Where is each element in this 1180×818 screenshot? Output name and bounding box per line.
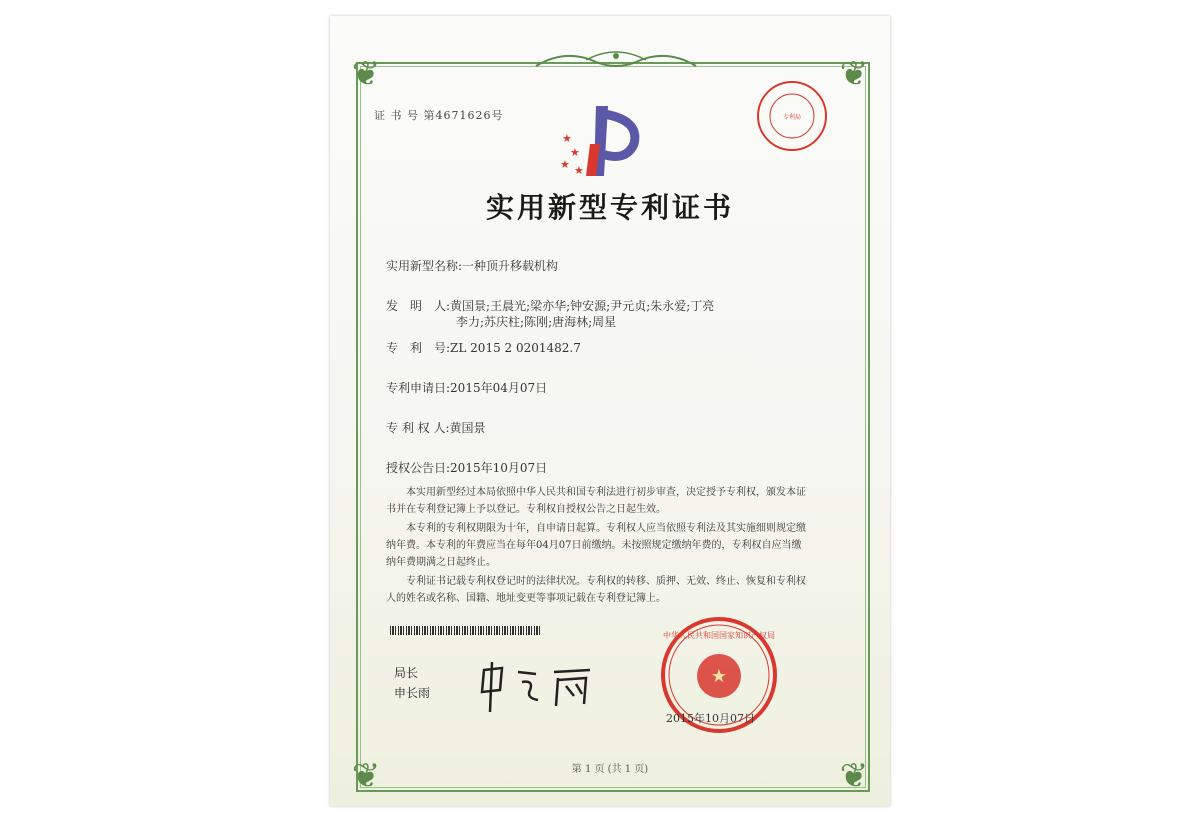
inventor-row [386, 297, 714, 314]
svg-text:★: ★ [574, 164, 584, 177]
patent-number-value: ZL 2015 2 0201482.7 [450, 341, 581, 355]
svg-text:★: ★ [570, 146, 580, 159]
paragraph-grant: 本实用新型经过本局依照中华人民共和国专利法进行初步审查，决定授予专利权，颁发本证书并在专利登记簿上予以登记。专利权自授权公告之日起生效。 [386, 487, 806, 515]
page-number: 第 1 页 (共 1 页) [571, 764, 649, 775]
chief-title: 局长 [394, 666, 419, 680]
utility-model-name-row [386, 257, 558, 274]
top-ornament-icon [526, 46, 706, 72]
certificate-number: 证 书 号 第4671626号 [374, 109, 504, 122]
patent-number-label: 专 利 号: [386, 341, 451, 355]
patentee-label: 专 利 权 人: [386, 421, 450, 435]
certificate-sheet [330, 16, 890, 806]
utility-model-name-label: 实用新型名称: [386, 259, 463, 273]
handwritten-signature [478, 656, 608, 716]
certificate-title: 实用新型专利证书 [485, 191, 734, 224]
patentee-row [386, 419, 486, 436]
seal-date: 2015年10月07日 [666, 712, 755, 725]
corner-ornament-icon: ❦ [351, 54, 381, 94]
small-office-seal-icon [754, 78, 830, 154]
utility-model-name-value: 一种顶升移载机构 [462, 259, 559, 273]
corner-ornament-icon: ❦ [839, 756, 869, 796]
svg-text:★: ★ [562, 132, 572, 145]
corner-ornament-icon: ❦ [351, 756, 381, 796]
patentee-value: 黄国景 [449, 421, 486, 435]
grant-date-value: 2015年10月07日 [450, 461, 548, 475]
grant-date-label: 授权公告日: [386, 461, 451, 475]
svg-text:专利局: 专利局 [782, 114, 802, 121]
paragraph-term: 本专利的专利权期限为十年，自申请日起算。专利权人应当依照专利法及其实施细则规定缴纳年费。本专利的年费应当在每年04月07日前缴纳。未按照规定缴纳年费的，专利权自应当缴纳年费期满之日起终止。 [386, 523, 806, 568]
application-date-row [386, 379, 547, 396]
svg-text:★: ★ [710, 666, 728, 687]
barcode [390, 626, 540, 635]
corner-ornament-icon: ❦ [839, 54, 869, 94]
inventor-line-2: 李力;苏庆柱;陈刚;唐海林;周星 [456, 315, 617, 329]
chief-name: 申长雨 [394, 686, 431, 700]
grant-date-row [386, 459, 547, 476]
patent-office-logo-icon [556, 104, 646, 184]
paragraph-legal-status: 专利证书记载专利权登记时的法律状况。专利权的转移、质押、无效、终止、恢复和专利权人的姓名或名称、国籍、地址变更等事项记载在专利登记簿上。 [386, 576, 806, 604]
patent-number-row [386, 339, 581, 356]
inventor-line-1: 黄国景;王晨光;梁亦华;钟安源;尹元贞;朱永爱;丁亮 [450, 299, 715, 313]
svg-text:中华人民共和国国家知识产权局: 中华人民共和国国家知识产权局 [663, 631, 775, 640]
svg-text:★: ★ [560, 158, 570, 171]
application-date-value: 2015年04月07日 [450, 381, 548, 395]
application-date-label: 专利申请日: [386, 381, 451, 395]
inventor-label: 发 明 人: [386, 299, 451, 313]
